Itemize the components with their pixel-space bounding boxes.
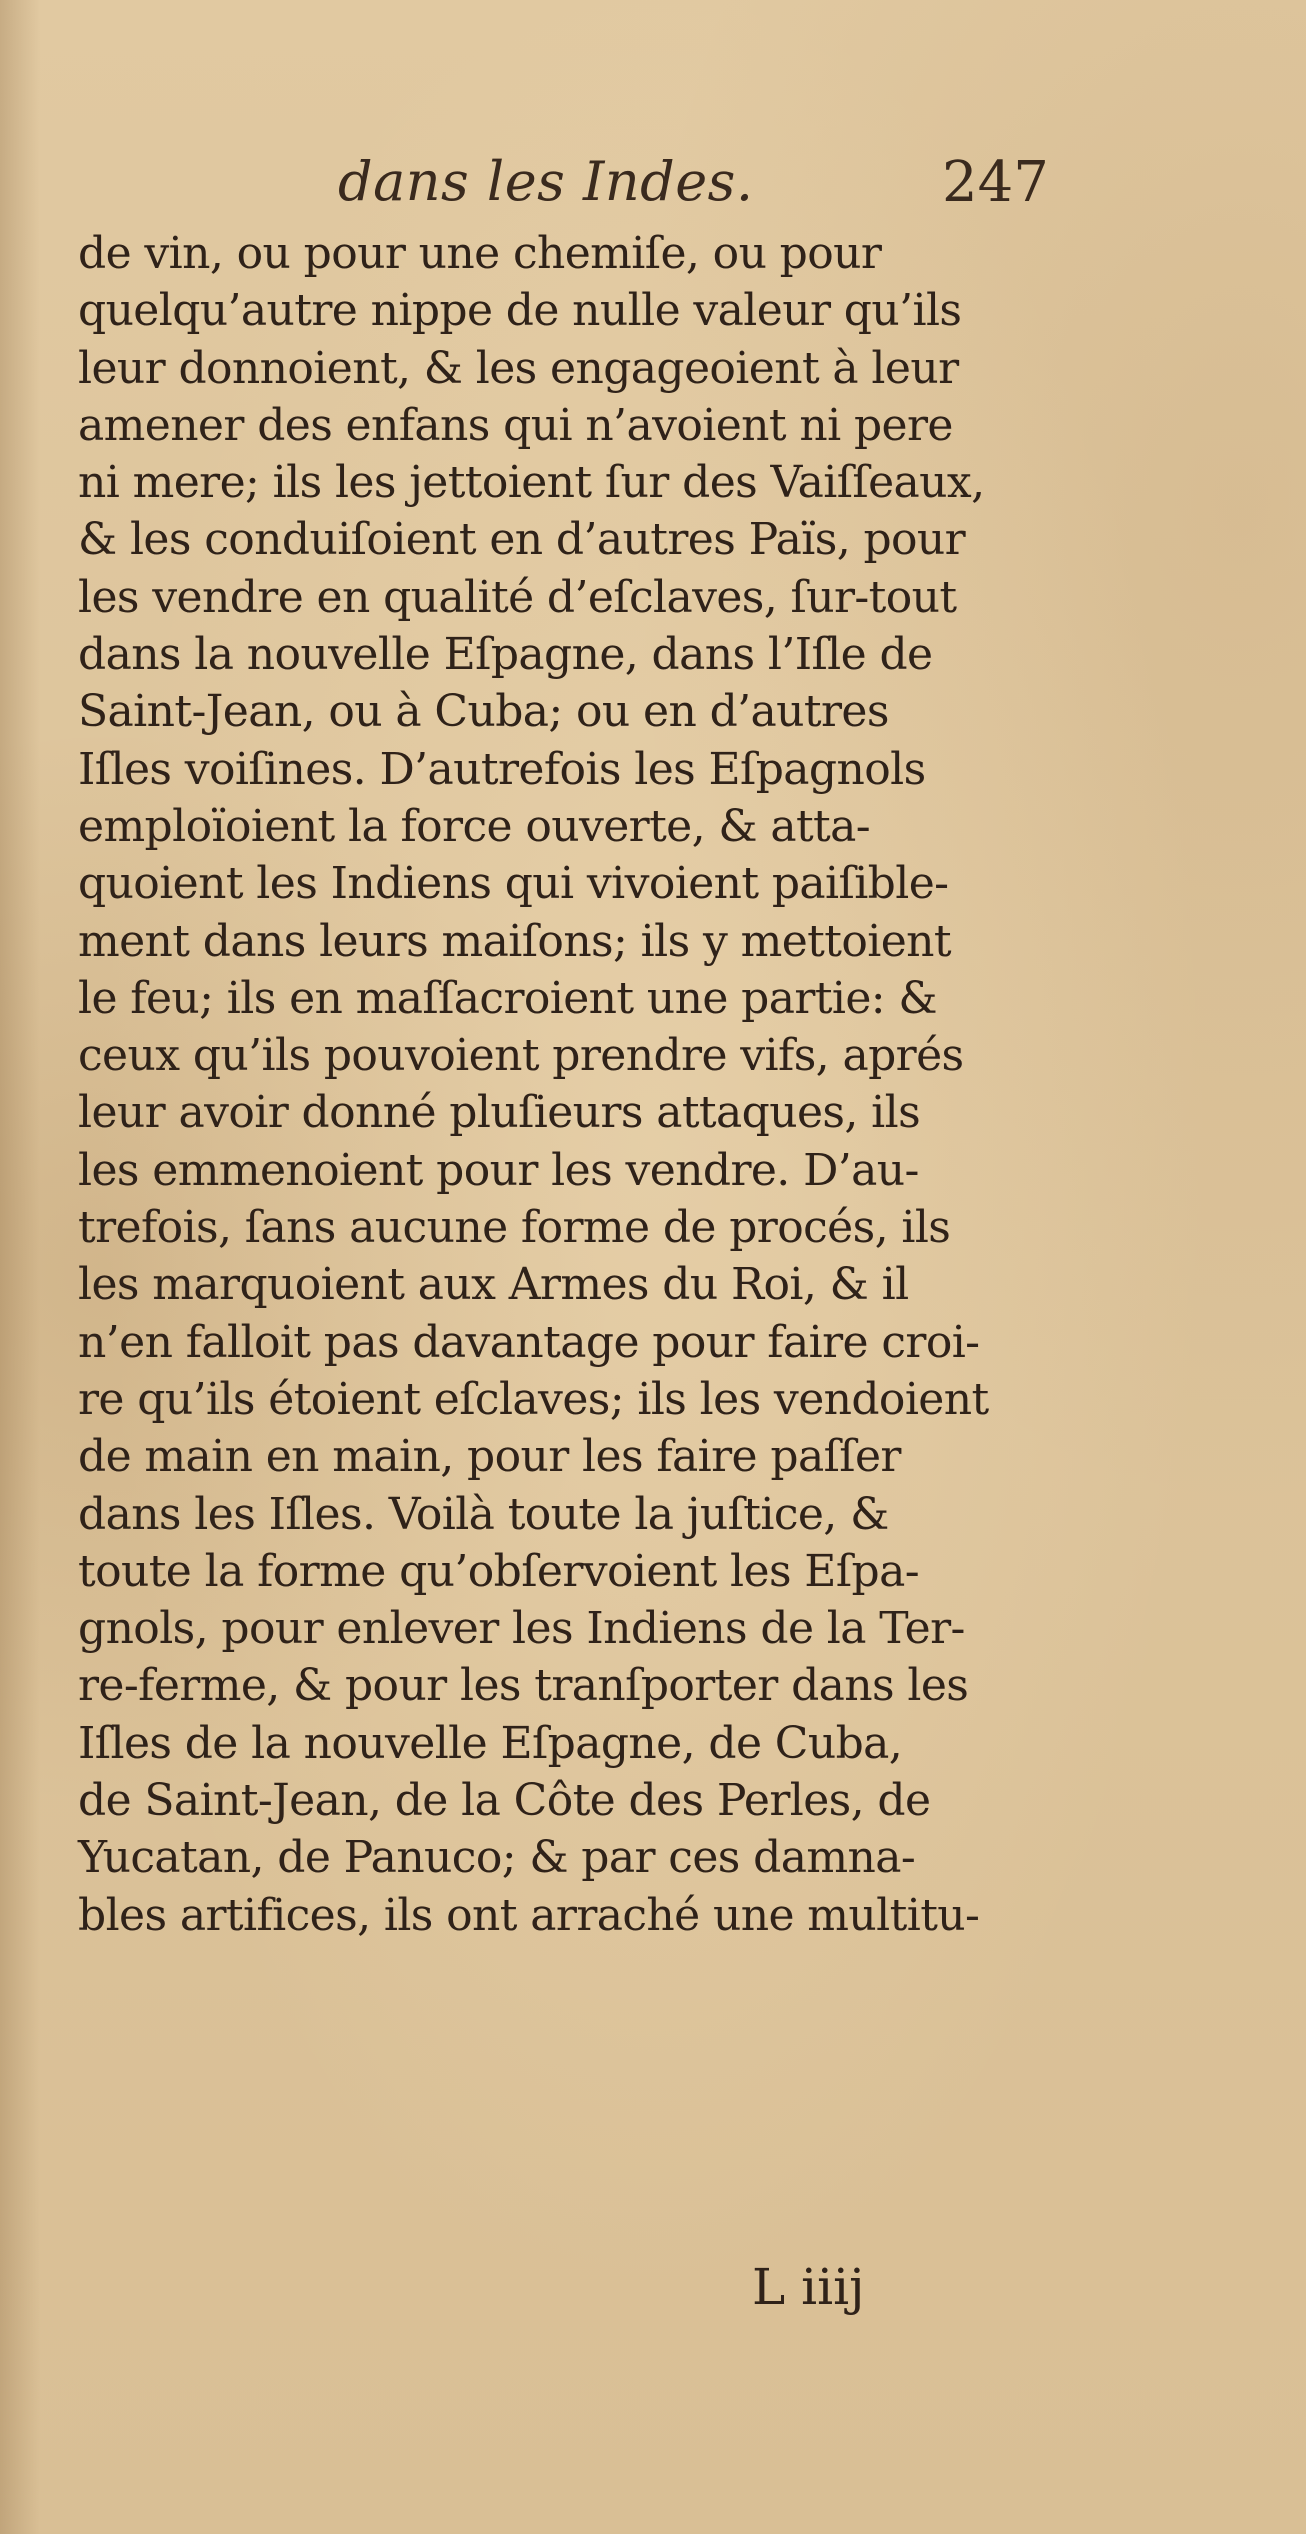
text-line: de Saint-Jean, de la Côte des Perles, de xyxy=(78,1775,931,1827)
text-line: Saint-Jean, ou à Cuba; ou en d’autres xyxy=(78,686,889,738)
text-line: leur donnoient, & les engageoient à leur xyxy=(78,342,959,394)
running-title: dans les Indes. xyxy=(338,150,754,213)
text-line: Iſles de la nouvelle Eſpagne, de Cuba, xyxy=(78,1717,903,1769)
text-line: bles artifices, ils ont arraché une multitu- xyxy=(78,1889,980,1941)
text-line: re-ferme, & pour les tranſporter dans les xyxy=(78,1660,969,1712)
text-line: ceux qu’ils pouvoient prendre vifs, aprés xyxy=(78,1030,964,1082)
text-line: amener des enfans qui n’avoient ni pere xyxy=(78,399,953,451)
text-line: quoient les Indiens qui vivoient paiſible- xyxy=(78,858,949,910)
text-line: re qu’ils étoient eſclaves; ils les vendoient xyxy=(78,1373,989,1425)
body-text xyxy=(78,225,1068,1944)
text-line: n’en falloit pas davantage pour faire croi- xyxy=(78,1316,980,1368)
text-line: trefois, ſans aucune forme de procés, ils xyxy=(78,1202,951,1254)
text-line: toute la forme qu’obſervoient les Eſpa- xyxy=(78,1545,919,1597)
text-line: les emmenoient pour les vendre. D’au- xyxy=(78,1144,919,1196)
text-line: de vin, ou pour une chemiſe, ou pour xyxy=(78,228,882,279)
text-line: ment dans leurs maiſons; ils y mettoient xyxy=(78,915,951,967)
text-line: quelqu’autre nippe de nulle valeur qu’ils xyxy=(78,285,962,337)
text-line: Iſles voiſines. D’autrefois les Eſpagnols xyxy=(78,743,926,795)
text-line: les marquoient aux Armes du Roi, & il xyxy=(78,1259,909,1311)
text-line: dans les Iſles. Voilà toute la juſtice, & xyxy=(78,1488,889,1540)
text-line: gnols, pour enlever les Indiens de la Ter- xyxy=(78,1603,965,1655)
text-line: de main en main, pour les faire paſſer xyxy=(78,1431,901,1483)
text-line: dans la nouvelle Eſpagne, dans l’Iſle de xyxy=(78,629,933,681)
text-line: les vendre en qualité d’eſclaves, ſur-tout xyxy=(78,571,957,623)
signature-mark: L iiij xyxy=(752,2258,865,2316)
text-line: emploïoient la force ouverte, & atta- xyxy=(78,800,871,852)
gutter-shadow xyxy=(0,0,40,2534)
running-head xyxy=(0,150,1306,220)
text-line: & les conduiſoient en d’autres Païs, pour xyxy=(78,514,966,566)
text-line: ni mere; ils les jettoient ſur des Vaiſſeaux, xyxy=(78,457,985,509)
page-number: 247 xyxy=(942,150,1049,215)
text-line: leur avoir donné pluſieurs attaques, ils xyxy=(78,1087,921,1139)
text-line: le feu; ils en maſſacroient une partie: & xyxy=(78,972,937,1024)
text-line: Yucatan, de Panuco; & par ces damna- xyxy=(78,1832,916,1884)
